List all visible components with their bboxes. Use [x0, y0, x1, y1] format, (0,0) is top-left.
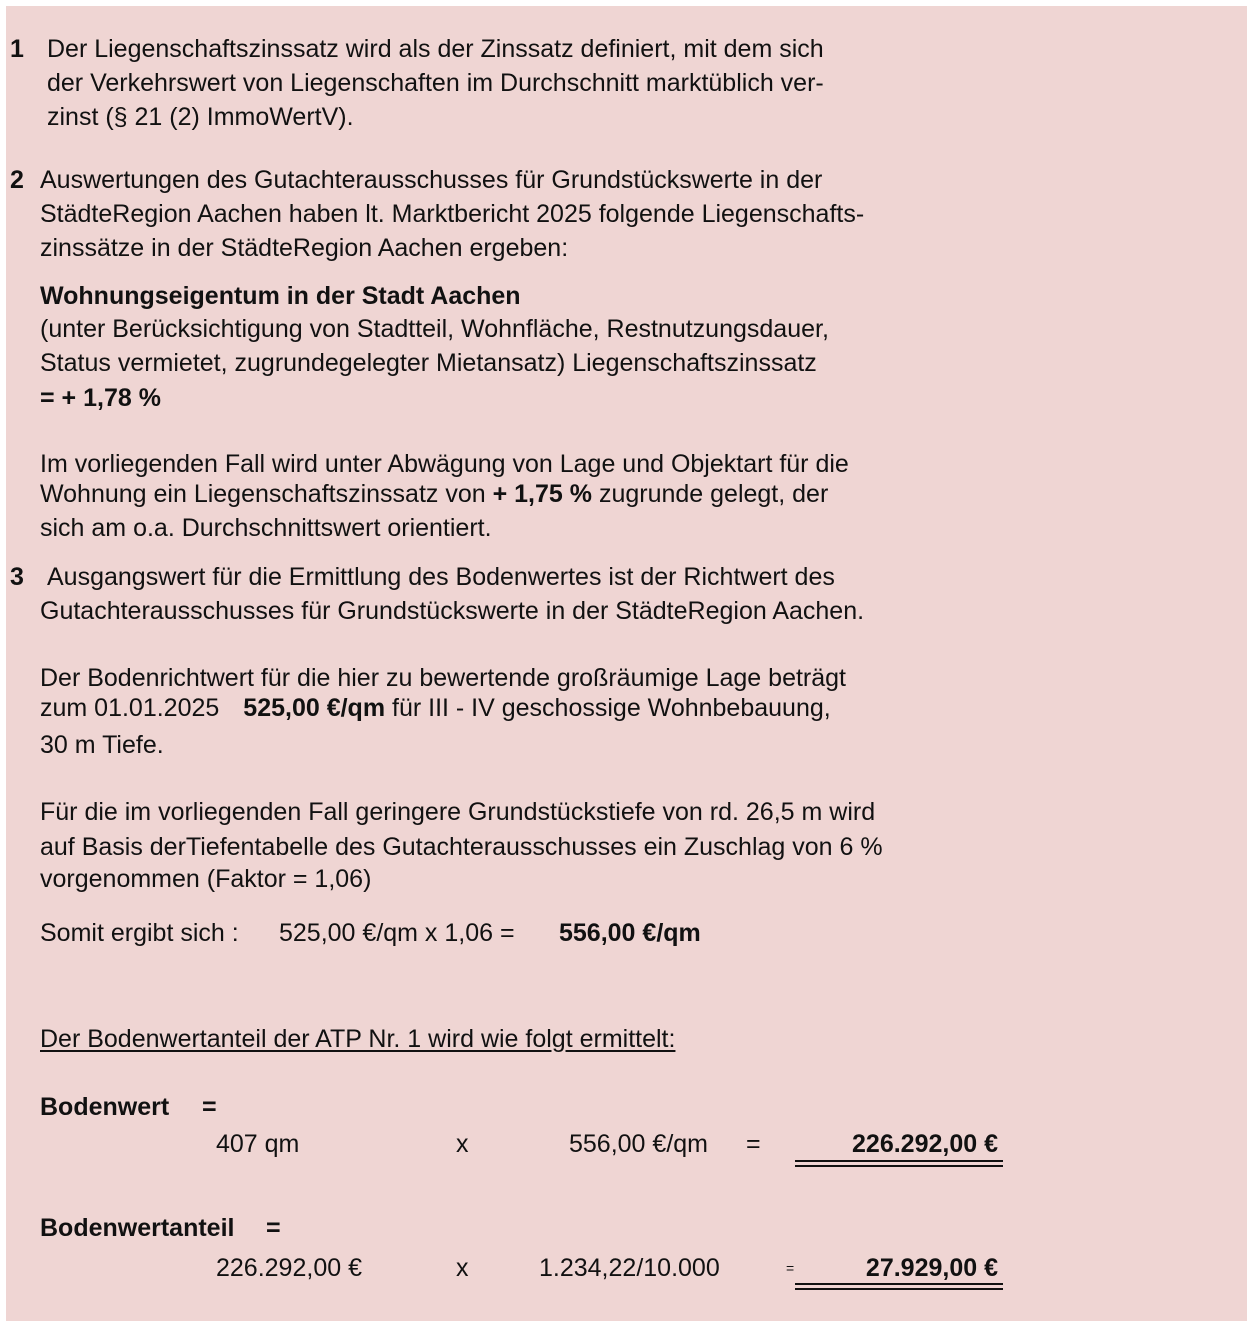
bodenwertanteil-equals: = — [266, 1214, 281, 1242]
bodenwertanteil-equals-2: = — [786, 1260, 795, 1276]
bodenwertanteil-base: 226.292,00 € — [216, 1254, 362, 1282]
section-2-line: StädteRegion Aachen haben lt. Marktbericht 2025 folgende Liegenschafts- — [40, 200, 865, 228]
section-number-3: 3 — [10, 563, 24, 591]
bodenrichtwert-usage: für III - IV geschossige Wohnbebauung, — [385, 694, 831, 722]
section-1-line: zinst (§ 21 (2) ImmoWertV). — [47, 103, 354, 131]
bodenrichtwert-line: 30 m Tiefe. — [40, 731, 164, 759]
result-label: Somit ergibt sich : — [40, 919, 239, 947]
double-underline — [795, 1283, 1003, 1290]
bodenrichtwert-date: zum 01.01.2025 — [40, 694, 220, 722]
bodenrichtwert-line: Der Bodenrichtwert für die hier zu bewertende großräumige Lage beträgt — [40, 664, 846, 692]
bodenwert-price: 556,00 €/qm — [569, 1130, 708, 1158]
applied-rate: + 1,75 % — [492, 480, 592, 508]
section-1-line: Der Liegenschaftszinssatz wird als der Zinssatz definiert, mit dem sich — [47, 35, 824, 63]
section-number-2: 2 — [10, 166, 24, 194]
result-value: 556,00 €/qm — [559, 919, 701, 947]
wohnungseigentum-heading: Wohnungseigentum in der Stadt Aachen — [40, 282, 521, 310]
bodenwert-label: Bodenwert — [40, 1093, 170, 1121]
case-text-line: sich am o.a. Durchschnittswert orientiert. — [40, 514, 492, 542]
bodenwert-area: 407 qm — [216, 1130, 300, 1158]
bodenwert-times: x — [456, 1130, 469, 1158]
case-text-part: Wohnung ein Liegenschaftszinssatz von — [40, 480, 493, 508]
wohnungseigentum-detail: Status vermietet, zugrundegelegter Mietansatz) Liegenschaftszinssatz — [40, 349, 817, 377]
depth-line: auf Basis derTiefentabelle des Gutachterausschusses ein Zuschlag von 6 % — [40, 833, 883, 861]
depth-line: vorgenommen (Faktor = 1,06) — [40, 865, 372, 893]
bodenwert-equals: = — [202, 1093, 217, 1121]
section-3-line: Ausgangswert für die Ermittlung des Bodenwertes ist der Richtwert des — [47, 563, 835, 591]
case-text-line: Im vorliegenden Fall wird unter Abwägung von Lage und Objektart für die — [40, 450, 849, 478]
bodenwert-total: 226.292,00 € — [852, 1130, 998, 1158]
bodenwert-equals-2: = — [746, 1130, 761, 1158]
section-2-line: zinssätze in der StädteRegion Aachen ergeben: — [40, 234, 569, 262]
bodenwertanteil-total: 27.929,00 € — [865, 1254, 998, 1282]
bodenwertanteil-share: 1.234,22/10.000 — [539, 1254, 720, 1282]
document-page — [6, 6, 1247, 1321]
depth-line: Für die im vorliegenden Fall geringere Grundstückstiefe von rd. 26,5 m wird — [40, 798, 876, 826]
section-1-line: der Verkehrswert von Liegenschaften im Durchschnitt marktüblich ver- — [47, 69, 824, 97]
double-underline — [795, 1160, 1003, 1167]
section-2-line: Auswertungen des Gutachterausschusses für Grundstückswerte in der — [40, 166, 823, 194]
section-number-1: 1 — [10, 35, 24, 63]
bodenrichtwert-value: 525,00 €/qm — [243, 694, 386, 722]
bodenrichtwert-line — [40, 693, 831, 723]
bodenwertanteil-times: x — [456, 1254, 469, 1282]
wohnungseigentum-detail: (unter Berücksichtigung von Stadtteil, Wohnfläche, Restnutzungsdauer, — [40, 315, 829, 343]
case-text-line — [40, 479, 828, 509]
section-3-line: Gutachterausschusses für Grundstückswerte in der StädteRegion Aachen. — [40, 597, 865, 625]
result-calculation: 525,00 €/qm x 1,06 = — [279, 919, 515, 947]
liegenschaftszinssatz-value: = + 1,78 % — [40, 384, 161, 412]
case-text-part: zugrunde gelegt, der — [592, 480, 829, 508]
calculation-intro: Der Bodenwertanteil der ATP Nr. 1 wird wie folgt ermittelt: — [40, 1025, 676, 1053]
bodenwertanteil-label: Bodenwertanteil — [40, 1214, 235, 1242]
